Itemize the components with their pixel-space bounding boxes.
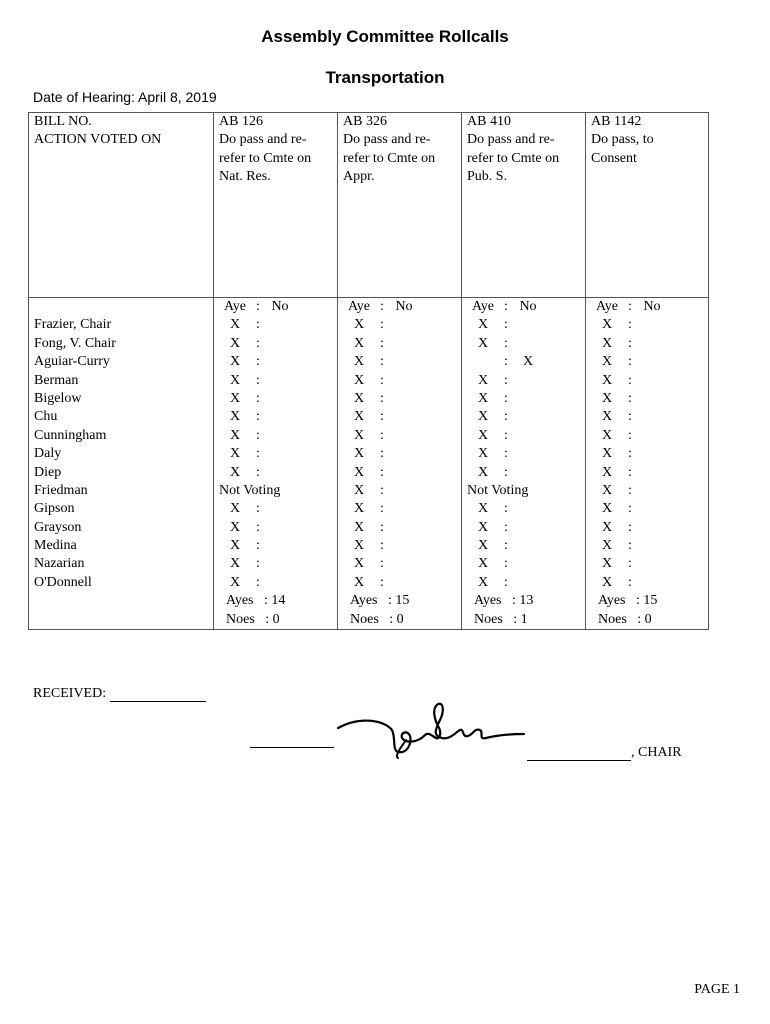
vote-separator: : bbox=[256, 409, 260, 425]
header-label-cell bbox=[29, 113, 214, 298]
vote-separator: : bbox=[380, 556, 384, 572]
vote-aye-mark: X bbox=[353, 409, 365, 425]
bill-action-line: Consent bbox=[591, 150, 637, 166]
vote-aye-mark: X bbox=[229, 335, 241, 351]
bill-number: AB 326 bbox=[343, 114, 387, 129]
vote-separator: : bbox=[628, 409, 632, 425]
vote-separator: : bbox=[628, 372, 632, 388]
vote-entry bbox=[591, 537, 703, 555]
member-name: Fong, V. Chair bbox=[34, 335, 116, 351]
vote-aye-mark: X bbox=[477, 556, 489, 572]
vote-entry bbox=[219, 555, 332, 573]
votes-row bbox=[29, 298, 709, 630]
vote-entry bbox=[343, 519, 456, 537]
member-name: Gipson bbox=[34, 501, 75, 517]
vote-separator: : bbox=[256, 574, 260, 590]
bill-number: AB 1142 bbox=[591, 114, 642, 129]
received-field bbox=[33, 686, 206, 702]
bill-header-cell bbox=[214, 113, 338, 298]
vote-separator: : bbox=[380, 574, 384, 590]
aye-no-header bbox=[467, 298, 580, 316]
vote-aye-mark: X bbox=[353, 372, 365, 388]
vote-separator: : bbox=[628, 574, 632, 590]
vote-entry bbox=[343, 335, 456, 353]
vote-separator: : bbox=[256, 372, 260, 388]
aye-no-header bbox=[343, 298, 456, 316]
vote-separator: : bbox=[256, 427, 260, 443]
vote-aye-mark: X bbox=[229, 556, 241, 572]
chair-label: , CHAIR bbox=[631, 745, 682, 760]
vote-separator: : bbox=[628, 446, 632, 462]
member-name: Frazier, Chair bbox=[34, 317, 112, 333]
vote-entry bbox=[467, 464, 580, 482]
bill-action-line: Do pass, to bbox=[591, 132, 654, 148]
vote-aye-mark: X bbox=[353, 482, 365, 498]
vote-aye-mark: X bbox=[229, 501, 241, 517]
vote-entry bbox=[343, 464, 456, 482]
vote-aye-mark: X bbox=[229, 538, 241, 554]
vote-entry bbox=[219, 316, 332, 334]
separator-label: : bbox=[380, 299, 384, 314]
vote-separator: : bbox=[256, 317, 260, 333]
vote-aye-mark: X bbox=[353, 390, 365, 406]
vote-aye-mark: X bbox=[229, 372, 241, 388]
vote-aye-mark: X bbox=[229, 409, 241, 425]
member-name: Medina bbox=[34, 538, 77, 554]
vote-separator: : bbox=[504, 390, 508, 406]
vote-separator: : bbox=[380, 446, 384, 462]
vote-aye-mark: X bbox=[601, 574, 613, 590]
vote-aye-mark: X bbox=[229, 464, 241, 480]
vote-aye-mark: X bbox=[601, 427, 613, 443]
member-name: O'Donnell bbox=[34, 574, 92, 590]
member-name: Chu bbox=[34, 409, 58, 425]
vote-separator: : bbox=[628, 556, 632, 572]
member-name: Bigelow bbox=[34, 390, 82, 406]
vote-entry bbox=[591, 408, 703, 426]
vote-separator: : bbox=[628, 390, 632, 406]
vote-entry bbox=[219, 408, 332, 426]
vote-entry bbox=[467, 427, 580, 445]
vote-entry bbox=[219, 427, 332, 445]
vote-entry bbox=[343, 482, 456, 500]
bill-header-cell bbox=[462, 113, 586, 298]
vote-entry bbox=[591, 555, 703, 573]
vote-separator: : bbox=[628, 519, 632, 535]
vote-separator: : bbox=[256, 446, 260, 462]
vote-separator: : bbox=[256, 519, 260, 535]
vote-aye-mark: X bbox=[477, 335, 489, 351]
vote-aye-mark: X bbox=[229, 317, 241, 333]
vote-aye-mark: X bbox=[601, 372, 613, 388]
hearing-date: Date of Hearing: April 8, 2019 bbox=[33, 89, 217, 105]
vote-separator: : bbox=[380, 519, 384, 535]
bill-action-line: refer to Cmte on bbox=[219, 150, 312, 166]
vote-separator: : bbox=[504, 427, 508, 443]
vote-no-mark: X bbox=[522, 354, 534, 370]
vote-aye-mark: X bbox=[353, 574, 365, 590]
vote-entry bbox=[591, 372, 703, 390]
vote-aye-mark: X bbox=[601, 446, 613, 462]
vote-aye-mark: X bbox=[229, 574, 241, 590]
vote-separator: : bbox=[628, 335, 632, 351]
vote-separator: : bbox=[380, 354, 384, 370]
vote-aye-mark: X bbox=[601, 501, 613, 517]
vote-separator: : bbox=[256, 556, 260, 572]
noes-total: Noes : 0 bbox=[598, 611, 652, 627]
vote-separator: : bbox=[504, 372, 508, 388]
ayes-total: Ayes : 13 bbox=[474, 593, 534, 609]
bill-votes-cell bbox=[462, 298, 586, 630]
vote-entry bbox=[467, 537, 580, 555]
no-label: No bbox=[519, 299, 537, 314]
bill-action-line: refer to Cmte on bbox=[467, 150, 560, 166]
bill-action-line: Nat. Res. bbox=[219, 169, 271, 185]
vote-aye-mark: X bbox=[477, 519, 489, 535]
vote-aye-mark: X bbox=[353, 538, 365, 554]
bill-action-line: Do pass and re- bbox=[343, 132, 431, 148]
vote-aye-mark: X bbox=[229, 354, 241, 370]
vote-separator: : bbox=[380, 317, 384, 333]
vote-entry bbox=[343, 445, 456, 463]
vote-entry bbox=[467, 555, 580, 573]
vote-aye-mark: X bbox=[477, 446, 489, 462]
vote-not-voting: Not Voting bbox=[467, 482, 529, 498]
vote-entry bbox=[219, 445, 332, 463]
vote-not-voting: Not Voting bbox=[219, 482, 281, 498]
vote-separator: : bbox=[380, 335, 384, 351]
vote-list bbox=[591, 316, 703, 592]
bill-header-row bbox=[29, 113, 709, 298]
vote-entry bbox=[219, 335, 332, 353]
vote-separator: : bbox=[504, 354, 508, 370]
vote-aye-mark: X bbox=[229, 427, 241, 443]
page-title: Assembly Committee Rollcalls bbox=[261, 27, 509, 46]
noes-total: Noes : 0 bbox=[350, 611, 404, 627]
bill-action-line: Do pass and re- bbox=[219, 132, 307, 148]
vote-entry bbox=[467, 408, 580, 426]
ayes-total: Ayes : 15 bbox=[350, 593, 410, 609]
vote-entry bbox=[467, 445, 580, 463]
chair-signature-blank bbox=[527, 746, 631, 761]
aye-no-header bbox=[219, 298, 332, 316]
vote-aye-mark: X bbox=[477, 409, 489, 425]
vote-separator: : bbox=[628, 427, 632, 443]
bill-votes-cell bbox=[338, 298, 462, 630]
vote-entry bbox=[219, 519, 332, 537]
vote-aye-mark: X bbox=[601, 317, 613, 333]
vote-separator: : bbox=[628, 482, 632, 498]
vote-separator: : bbox=[256, 354, 260, 370]
vote-aye-mark: X bbox=[601, 538, 613, 554]
vote-aye-mark: X bbox=[601, 464, 613, 480]
member-name: Grayson bbox=[34, 519, 82, 535]
vote-list bbox=[343, 316, 456, 592]
vote-entry bbox=[343, 537, 456, 555]
no-label: No bbox=[271, 299, 289, 314]
vote-aye-mark: X bbox=[601, 354, 613, 370]
bill-header-cell bbox=[586, 113, 709, 298]
vote-separator: : bbox=[256, 335, 260, 351]
vote-entry bbox=[591, 482, 703, 500]
aye-label: Aye bbox=[223, 299, 247, 314]
separator-label: : bbox=[256, 299, 260, 314]
bill-number: AB 126 bbox=[219, 114, 263, 129]
vote-entry bbox=[591, 445, 703, 463]
separator-label: : bbox=[504, 299, 508, 314]
vote-aye-mark: X bbox=[353, 354, 365, 370]
vote-entry bbox=[467, 353, 580, 371]
page-number: PAGE 1 bbox=[694, 982, 740, 997]
ayes-total: Ayes : 14 bbox=[226, 593, 286, 609]
member-name: Daly bbox=[34, 446, 62, 462]
vote-entry bbox=[219, 500, 332, 518]
vote-entry bbox=[591, 316, 703, 334]
vote-separator: : bbox=[504, 317, 508, 333]
vote-aye-mark: X bbox=[229, 446, 241, 462]
vote-separator: : bbox=[380, 482, 384, 498]
vote-entry bbox=[219, 390, 332, 408]
vote-entry bbox=[591, 500, 703, 518]
ayes-total: Ayes : 15 bbox=[598, 593, 658, 609]
vote-entry bbox=[343, 353, 456, 371]
vote-aye-mark: X bbox=[477, 427, 489, 443]
vote-entry bbox=[467, 372, 580, 390]
vote-separator: : bbox=[504, 446, 508, 462]
vote-separator: : bbox=[628, 464, 632, 480]
vote-aye-mark: X bbox=[477, 464, 489, 480]
aye-label: Aye bbox=[595, 299, 619, 314]
vote-aye-mark: X bbox=[477, 501, 489, 517]
vote-aye-mark: X bbox=[353, 335, 365, 351]
vote-separator: : bbox=[628, 501, 632, 517]
vote-aye-mark: X bbox=[353, 519, 365, 535]
vote-separator: : bbox=[380, 409, 384, 425]
vote-entry bbox=[343, 427, 456, 445]
member-name: Diep bbox=[34, 464, 62, 480]
vote-separator: : bbox=[380, 390, 384, 406]
member-list bbox=[34, 316, 208, 592]
vote-separator: : bbox=[380, 372, 384, 388]
vote-separator: : bbox=[504, 519, 508, 535]
vote-entry bbox=[591, 574, 703, 592]
vote-entry bbox=[219, 353, 332, 371]
vote-aye-mark: X bbox=[353, 556, 365, 572]
vote-aye-mark: X bbox=[353, 317, 365, 333]
aye-label: Aye bbox=[347, 299, 371, 314]
vote-entry bbox=[343, 555, 456, 573]
received-blank bbox=[110, 687, 206, 702]
vote-separator: : bbox=[504, 574, 508, 590]
noes-total: Noes : 0 bbox=[226, 611, 280, 627]
vote-separator: : bbox=[628, 538, 632, 554]
vote-aye-mark: X bbox=[601, 390, 613, 406]
vote-entry bbox=[467, 316, 580, 334]
member-name: Berman bbox=[34, 372, 79, 388]
chair-field bbox=[527, 745, 682, 761]
member-name: Cunningham bbox=[34, 427, 107, 443]
vote-entry bbox=[591, 335, 703, 353]
no-label: No bbox=[643, 299, 661, 314]
vote-aye-mark: X bbox=[353, 446, 365, 462]
vote-entry bbox=[591, 464, 703, 482]
bill-action-line: Appr. bbox=[343, 169, 375, 185]
vote-entry bbox=[343, 316, 456, 334]
vote-entry bbox=[343, 408, 456, 426]
vote-aye-mark: X bbox=[353, 427, 365, 443]
vote-separator: : bbox=[256, 464, 260, 480]
vote-separator: : bbox=[504, 464, 508, 480]
noes-total: Noes : 1 bbox=[474, 611, 528, 627]
bill-votes-cell bbox=[586, 298, 709, 630]
vote-entry bbox=[467, 500, 580, 518]
vote-separator: : bbox=[380, 501, 384, 517]
vote-list bbox=[219, 316, 332, 592]
member-names-cell bbox=[29, 298, 214, 630]
vote-entry bbox=[591, 519, 703, 537]
vote-aye-mark: X bbox=[477, 574, 489, 590]
vote-aye-mark: X bbox=[477, 372, 489, 388]
vote-aye-mark: X bbox=[229, 390, 241, 406]
vote-entry bbox=[219, 537, 332, 555]
vote-entry bbox=[219, 574, 332, 592]
vote-separator: : bbox=[380, 464, 384, 480]
vote-entry bbox=[467, 574, 580, 592]
vote-aye-mark: X bbox=[477, 317, 489, 333]
vote-aye-mark: X bbox=[601, 556, 613, 572]
bill-action-line: refer to Cmte on bbox=[343, 150, 436, 166]
member-name: Aguiar-Curry bbox=[34, 354, 110, 370]
member-name: Friedman bbox=[34, 482, 88, 498]
vote-entry bbox=[343, 390, 456, 408]
vote-aye-mark: X bbox=[477, 390, 489, 406]
vote-separator: : bbox=[256, 390, 260, 406]
bill-action-line: Pub. S. bbox=[467, 169, 508, 185]
vote-aye-mark: X bbox=[353, 501, 365, 517]
vote-separator: : bbox=[504, 501, 508, 517]
vote-entry bbox=[591, 353, 703, 371]
bill-header-cell bbox=[338, 113, 462, 298]
vote-separator: : bbox=[256, 501, 260, 517]
bill-action-line: Do pass and re- bbox=[467, 132, 555, 148]
vote-aye-mark: X bbox=[477, 538, 489, 554]
vote-separator: : bbox=[380, 538, 384, 554]
vote-separator: : bbox=[504, 409, 508, 425]
vote-entry bbox=[219, 464, 332, 482]
vote-separator: : bbox=[256, 538, 260, 554]
vote-entry bbox=[467, 390, 580, 408]
bill-votes-cell bbox=[214, 298, 338, 630]
aye-label: Aye bbox=[471, 299, 495, 314]
vote-entry bbox=[591, 427, 703, 445]
vote-aye-mark: X bbox=[601, 519, 613, 535]
vote-entry bbox=[343, 372, 456, 390]
vote-separator: : bbox=[380, 427, 384, 443]
vote-aye-mark: X bbox=[353, 464, 365, 480]
bill-no-label: BILL NO. bbox=[34, 114, 92, 129]
member-name: Nazarian bbox=[34, 556, 85, 572]
received-label: RECEIVED: bbox=[33, 686, 107, 701]
vote-aye-mark: X bbox=[601, 409, 613, 425]
rollcall-table bbox=[28, 112, 709, 630]
bill-number: AB 410 bbox=[467, 114, 511, 129]
vote-entry bbox=[343, 574, 456, 592]
aye-no-header bbox=[591, 298, 703, 316]
vote-entry bbox=[467, 335, 580, 353]
vote-aye-mark: X bbox=[601, 335, 613, 351]
vote-entry bbox=[467, 519, 580, 537]
signature-date-line bbox=[250, 747, 334, 748]
vote-separator: : bbox=[628, 354, 632, 370]
no-label: No bbox=[395, 299, 413, 314]
chair-signature bbox=[332, 698, 527, 760]
vote-entry bbox=[591, 390, 703, 408]
action-voted-label: ACTION VOTED ON bbox=[34, 132, 162, 148]
vote-entry bbox=[343, 500, 456, 518]
vote-separator: : bbox=[504, 556, 508, 572]
vote-entry bbox=[219, 372, 332, 390]
committee-name: Transportation bbox=[325, 68, 445, 87]
vote-separator: : bbox=[628, 317, 632, 333]
vote-aye-mark: X bbox=[229, 519, 241, 535]
vote-separator: : bbox=[504, 335, 508, 351]
vote-separator: : bbox=[504, 538, 508, 554]
vote-list bbox=[467, 316, 580, 592]
separator-label: : bbox=[628, 299, 632, 314]
vote-aye-mark: X bbox=[601, 482, 613, 498]
